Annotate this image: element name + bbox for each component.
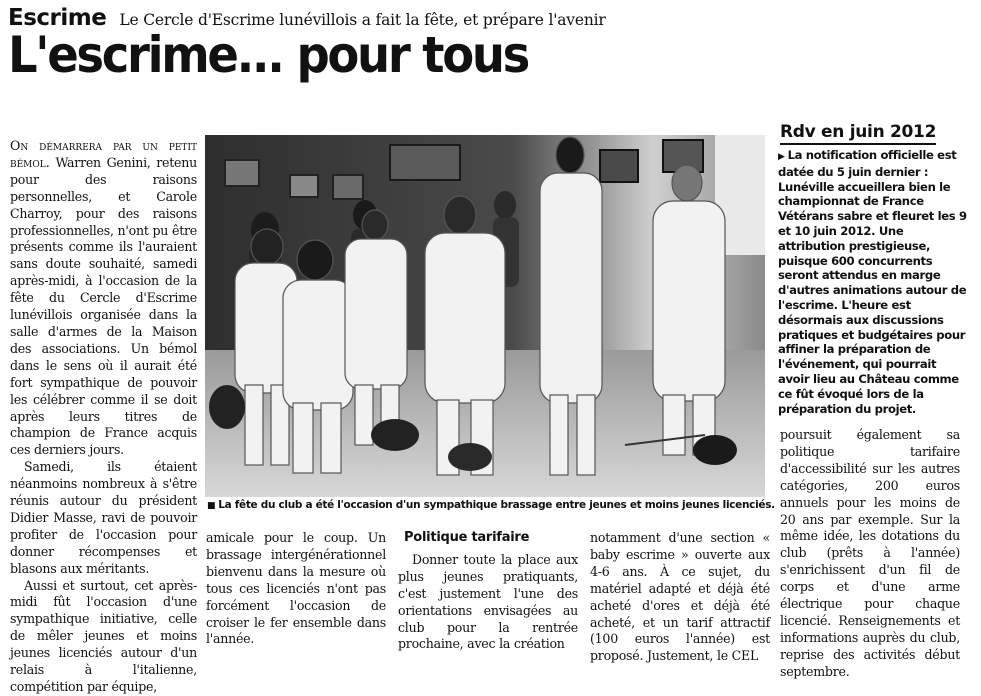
article-column-2 bbox=[206, 530, 386, 648]
photo-caption bbox=[207, 499, 775, 511]
kicker-text: Le Cercle d'Escrime lunévillois a fait la fête, et prépare l'avenir bbox=[119, 11, 606, 29]
sidebar-arrow-icon: ▶ bbox=[778, 152, 785, 162]
article-paragraph-3: Aussi et surtout, cet après-midi fût l'occasion d'une sympathique initiative, celle de mêler jeunes et moins jeunes licenciés autour d'un relais à l'italienne, compétition par équipe, bbox=[10, 577, 197, 694]
fencing-club-photo bbox=[205, 135, 765, 497]
sidebar-box bbox=[778, 148, 970, 416]
article-paragraph-5: Donner toute la place aux plus jeunes pratiquants, c'est justement l'une des orientations envisagées au club pour la rentrée prochaine, avec la création bbox=[398, 551, 578, 652]
article-paragraph-4: amicale pour le coup. Un brassage intergénérationnel bienvenu dans la mesure où tous ces licenciés n'ont pas forcément l'occasion de croiser le fer ensemble dans l'année. bbox=[206, 530, 386, 647]
section-tag: Escrime bbox=[8, 5, 107, 31]
article-column-3 bbox=[398, 530, 578, 653]
article-column-4 bbox=[590, 530, 770, 665]
subhead-politique-tarifaire: Politique tarifaire bbox=[404, 530, 530, 545]
article-column-1 bbox=[10, 138, 197, 696]
sidebar-title: Rdv en juin 2012 bbox=[780, 122, 936, 145]
headline: L'escrime... pour tous bbox=[8, 26, 528, 84]
article-paragraph-7: poursuit également sa politique tarifaire d'accessibilité sur les autres catégories, 200 euros annuels pour les moins de 20 ans par exemple. Sur la même idée, les dotations du club (prêts à l'année) s'enrichissent d'un fil de corps et d'une arme électrique pour chaque licencié. Renseignements et informations auprès du club, reprise des activités début septembre. bbox=[780, 427, 960, 679]
article-paragraph-6: notamment d'une section « baby escrime » ouverte aux 4-6 ans. À ce sujet, du matériel adapté et déjà été acheté d'ores et déjà été acheté, et un tarif attractif (100 euros l'année) est proposé. Justement, le CEL bbox=[590, 530, 770, 664]
caption-text: La fête du club a été l'occasion d'un sympathique brassage entre jeunes et moins jeunes licenciés. bbox=[218, 499, 775, 511]
sidebar-text: La notification officielle est datée du 5 juin dernier : Lunéville accueillera bien le championnat de France Vétérans sabre et fleuret les 9 et 10 juin 2012. Une attribution prestigieuse, puisque 600 concurrents seront attendus en marge d'autres animations autour de l'escrime. L'heure est désormais aux discussions pratiques et budgétaires pour affiner la préparation de l'événement, qui pourrait avoir lieu au Château comme ce fût évoqué lors de la préparation du projet. bbox=[778, 148, 967, 416]
article-paragraph-2: Samedi, ils étaient néanmoins nombreux à s'être réunis autour du président Didier Masse, ravi de pouvoir profiter de l'occasion pour donner récompenses et blasons aux méritants. bbox=[10, 459, 197, 576]
article-column-5 bbox=[780, 427, 960, 681]
article-lead: On démarrera par un petit bémol. bbox=[10, 138, 197, 170]
caption-marker: ■ bbox=[207, 501, 216, 511]
article-paragraph-1: Warren Genini, retenu pour des raisons personnelles, et Carole Charroy, pour des raisons professionnelles, n'ont pu être présents comme ils l'auraient sans doute souhaité, samedi après-midi, à l'occasion de la fête du Cercle d'Escrime lunévillois organisée dans la salle d'armes de la Maison des associations. Un bémol dans le sens où il aurait été fort sympathique de pouvoir les célébrer comme il se doit après leurs titres de champion de France acquis ces derniers jours. bbox=[10, 154, 197, 458]
